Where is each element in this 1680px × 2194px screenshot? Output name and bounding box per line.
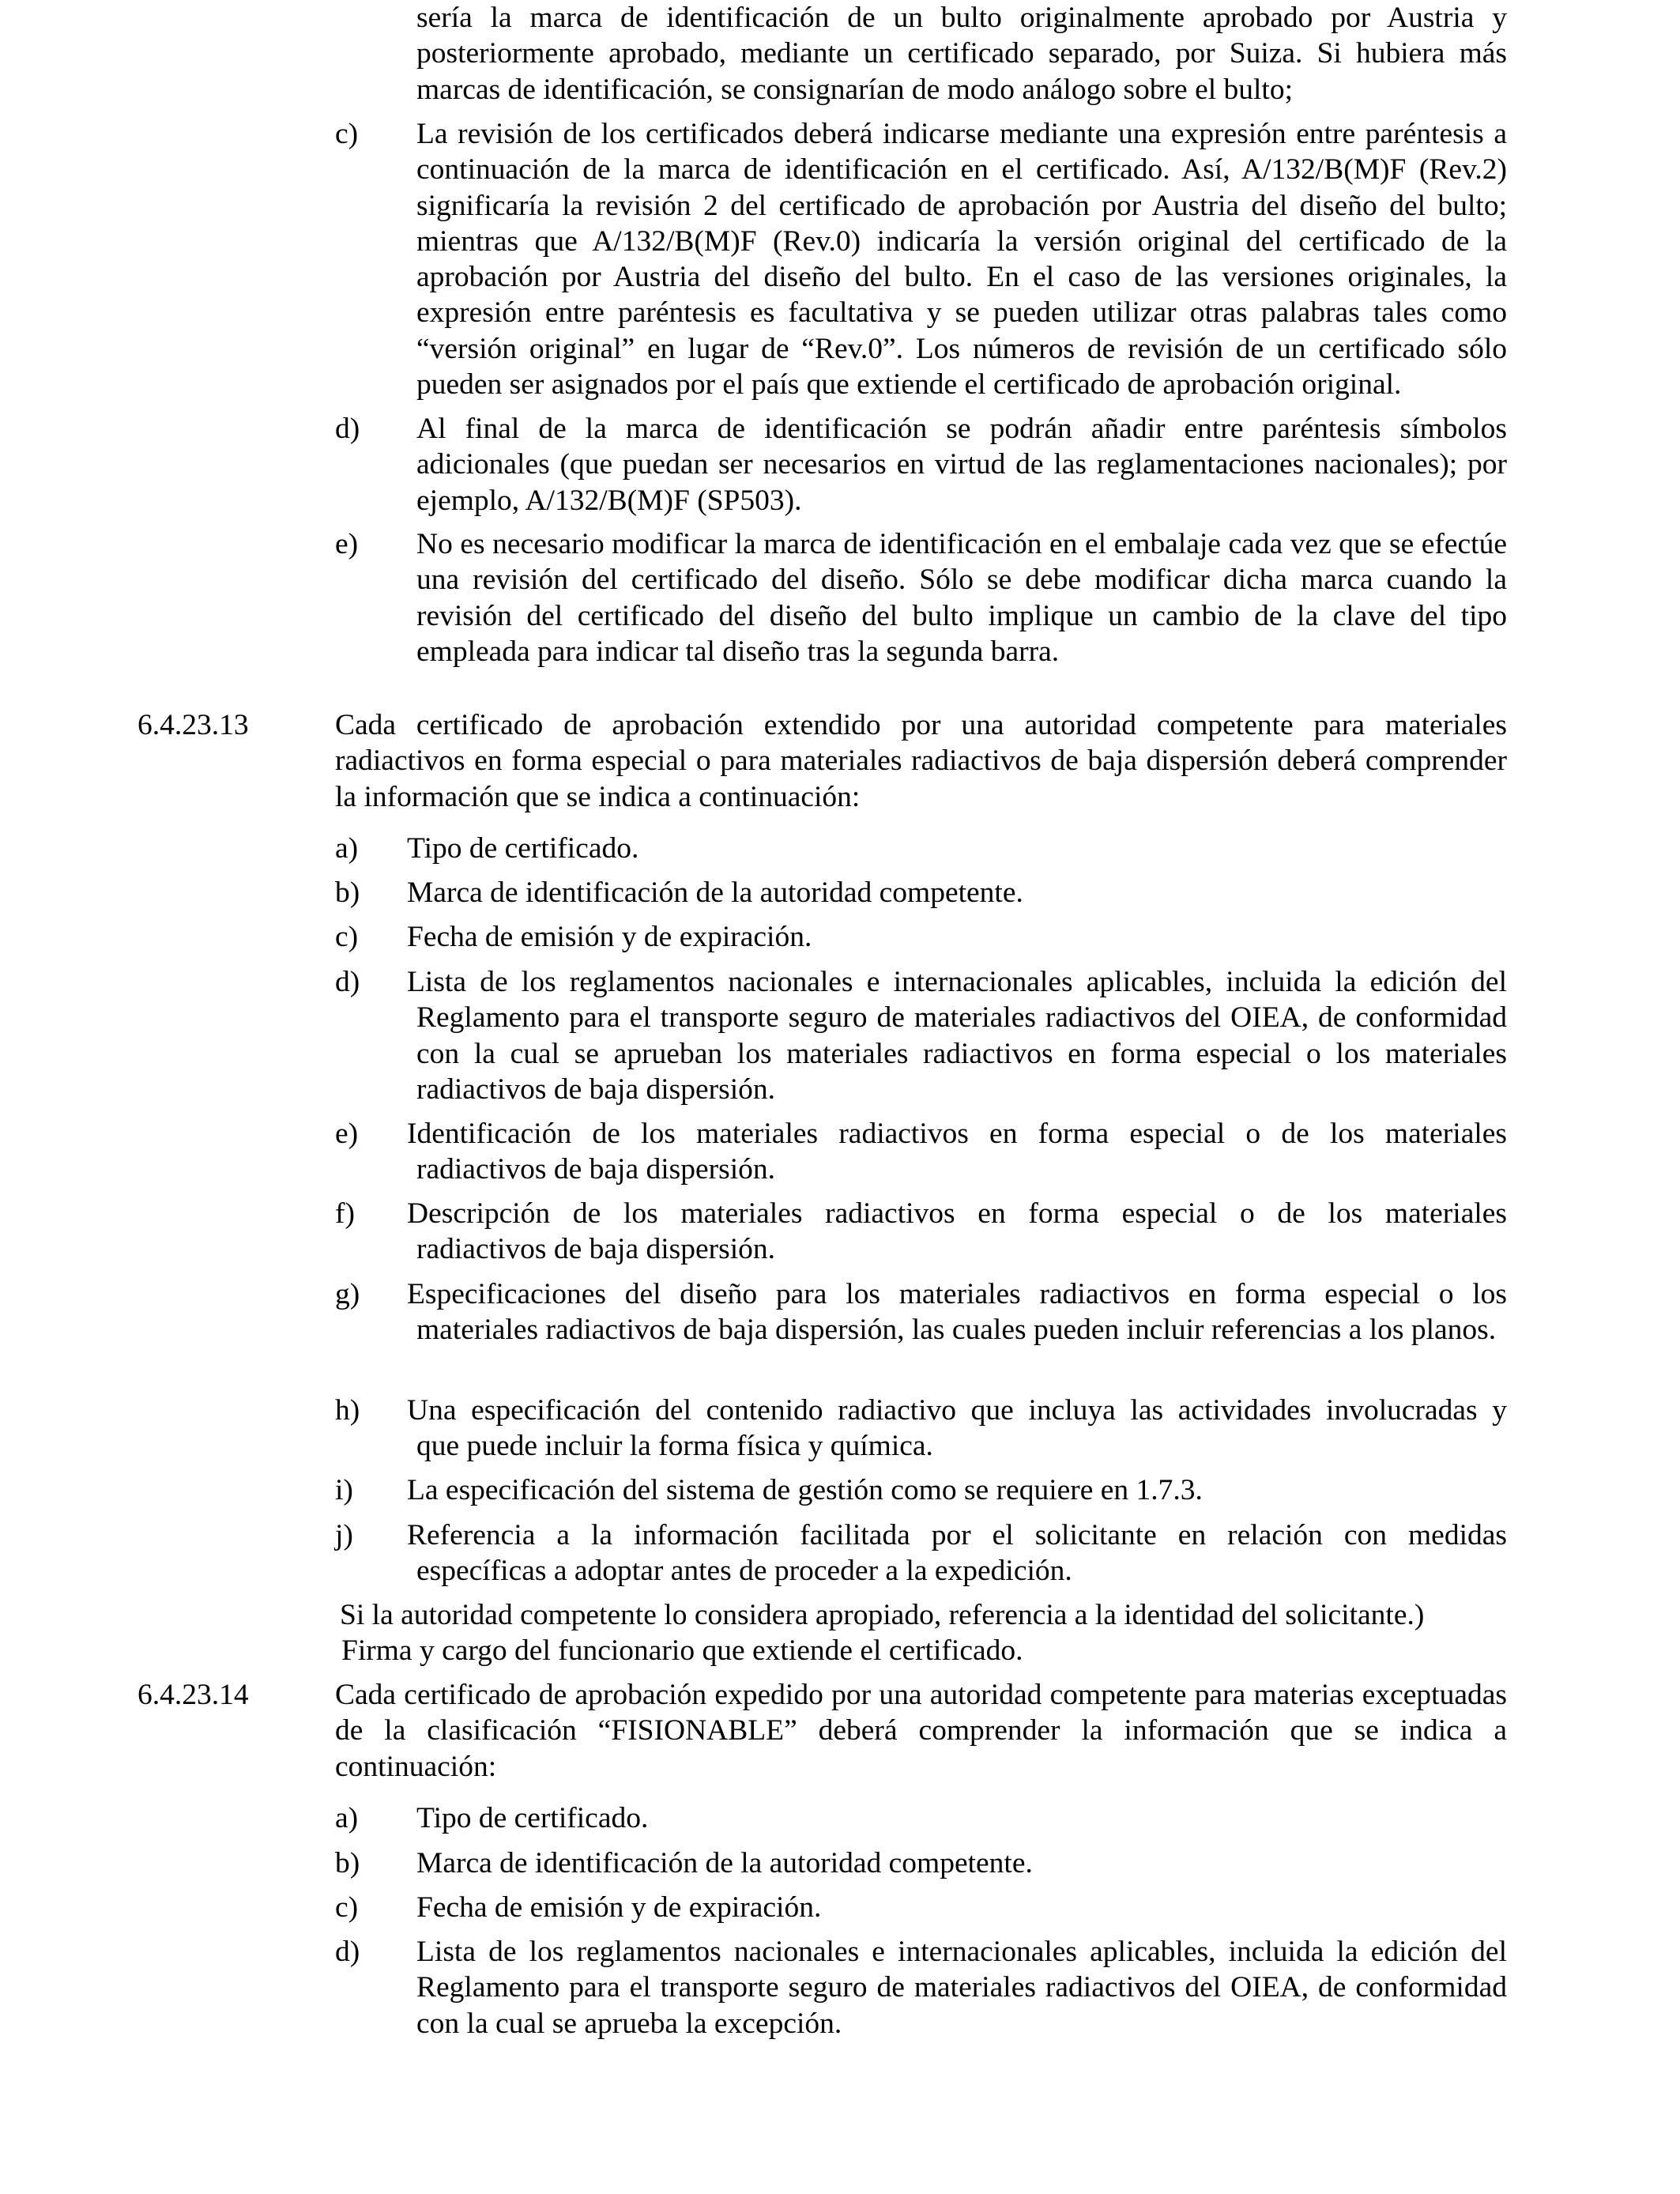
list-item-first-line: Identificación de los materiales radiactivos en forma especial o de los materiales xyxy=(407,1118,1507,1150)
list-item-text: La revisión de los certificados deberá indicarse mediante una expresión entre paréntesis a continuación de la marca de identificación en el certificado. Así, A/132/B(M)F (Rev.2) significaría la revisión 2 del certificado de aprobación por Austria del diseño del bulto; mientras que A/132/B(M)F (Rev.0) indicaría la versión original del certificado de la aprobación por Austria del diseño del bulto. En el caso de las versiones originales, la expresión entre paréntesis es facultativa y se pueden utilizar otras palabras tales como “versión original” en lugar de “Rev.0”. Los números de revisión de un certificado sólo pueden ser asignados por el país que extiende el certificado de aprobación original. xyxy=(416,118,1507,401)
list-item-first-line: Especificaciones del diseño para los materiales radiactivos en forma especial o los xyxy=(407,1278,1507,1310)
list-item-text xyxy=(407,1196,1507,1268)
list-item-label: c) xyxy=(335,118,359,150)
list-item-label: i) xyxy=(335,1474,353,1506)
list-item-text xyxy=(407,964,1507,1107)
closing-line: Si la autoridad competente lo considera apropiado, referencia a la identidad del solicitante.) xyxy=(340,1599,1425,1631)
list-item-first-line: Una especificación del contenido radiactivo que incluya las actividades involucradas y xyxy=(407,1394,1507,1427)
list-item-label: e) xyxy=(335,528,359,560)
list-item-text: No es necesario modificar la marca de identificación en el embalaje cada vez que se efectúe una revisión del certificado del diseño. Sólo se debe modificar dicha marca cuando la revisión del certificado del diseño del bulto implique un cambio de la clave del tipo empleada para indicar tal diseño tras la segunda barra. xyxy=(416,528,1507,668)
list-item-text xyxy=(407,1393,1507,1465)
list-item-label: b) xyxy=(335,876,360,909)
list-item-first-line: Referencia a la información facilitada por el solicitante en relación con medidas xyxy=(407,1519,1507,1551)
list-item-text: Tipo de certificado. xyxy=(416,1802,649,1834)
list-item-label: d) xyxy=(335,966,360,998)
list-item-label: c) xyxy=(335,1891,359,1924)
continuation-paragraph xyxy=(416,0,1507,107)
list-item-label: a) xyxy=(335,1802,359,1834)
list-item-text: Marca de identificación de la autoridad competente. xyxy=(416,1847,1033,1879)
list-item-first-line: Tipo de certificado. xyxy=(407,832,639,865)
list-item-label: g) xyxy=(335,1278,360,1310)
section-intro: Cada certificado de aprobación expedido por una autoridad competente para materias exceptuadas de la clasificación “FISIONABLE” deberá comprender la información que se indica a continuación: xyxy=(335,1679,1507,1783)
list-item-text: Lista de los reglamentos nacionales e internacionales aplicables, incluida la edición del Reglamento para el transporte seguro de materiales radiactivos del OIEA, de conformidad con la cual se aprueba la excepción. xyxy=(416,1936,1507,2040)
list-item-label: d) xyxy=(335,1936,360,1968)
continuation-line: marcas de identificación, se consignarían de modo análogo sobre el bulto; xyxy=(416,73,1294,106)
list-item-continuation: materiales radiactivos de baja dispersión, las cuales pueden incluir referencias a los planos. xyxy=(416,1314,1497,1347)
list-item-text xyxy=(407,1116,1507,1188)
list-item-first-line: Fecha de emisión y de expiración. xyxy=(407,921,812,953)
continuation-line: sería la marca de identificación de un bulto originalmente aprobado por Austria y xyxy=(416,2,1507,34)
list-item-label: f) xyxy=(335,1197,355,1230)
list-item-text xyxy=(407,831,1507,866)
continuation-line: posteriormente aprobado, mediante un certificado separado, por Suiza. Si hubiera más xyxy=(416,37,1507,70)
closing-line: Firma y cargo del funcionario que extiende el certificado. xyxy=(341,1634,1023,1668)
list-item-first-line: Marca de identificación de la autoridad competente. xyxy=(407,876,1023,909)
section-intro: Cada certificado de aprobación extendido por una autoridad competente para materiales radiactivos en forma especial o para materiales radiactivos de baja dispersión deberá comprender la información que se indica a continuación: xyxy=(335,709,1507,813)
list-item-continuation: que puede incluir la forma física y química. xyxy=(416,1430,933,1463)
list-item-first-line: La especificación del sistema de gestión como se requiere en 1.7.3. xyxy=(407,1474,1203,1506)
section-closing xyxy=(340,1597,1507,1669)
list-item-continuation: específicas a adoptar antes de proceder a la expedición. xyxy=(416,1555,1072,1588)
list-item-continuation: radiactivos de baja dispersión. xyxy=(416,1153,776,1186)
list-item-text: Fecha de emisión y de expiración. xyxy=(416,1891,822,1924)
list-item-text xyxy=(407,1472,1507,1508)
list-item-text xyxy=(407,875,1507,910)
list-item-label: c) xyxy=(335,921,359,953)
list-item-label: h) xyxy=(335,1394,360,1427)
list-item-label: d) xyxy=(335,413,360,445)
list-item-label: e) xyxy=(335,1118,359,1150)
list-item-first-line: Lista de los reglamentos nacionales e internacionales aplicables, incluida la edición del xyxy=(407,966,1507,998)
list-item-text xyxy=(407,919,1507,955)
section-number: 6.4.23.13 xyxy=(137,709,249,741)
section-number: 6.4.23.14 xyxy=(137,1679,249,1711)
list-item-label: j) xyxy=(335,1519,353,1551)
list-item-continuation: Reglamento para el transporte seguro de materiales radiactivos del OIEA, de conformidad con la cual se aprueban los materiales radiactivos en forma especial o los materiales radiactivos de baja dispersión. xyxy=(416,1001,1507,1106)
list-item-text: Al final de la marca de identificación se podrán añadir entre paréntesis símbolos adicionales (que puedan ser necesarios en virtud de las reglamentaciones nacionales); por ejemplo, A/132/B(M)F (SP503). xyxy=(416,413,1507,517)
list-item-label: a) xyxy=(335,832,359,865)
list-item-continuation: radiactivos de baja dispersión. xyxy=(416,1233,776,1266)
list-item-text xyxy=(407,1276,1507,1348)
list-item-first-line: Descripción de los materiales radiactivos en forma especial o de los materiales xyxy=(407,1197,1507,1230)
list-item-text xyxy=(407,1517,1507,1589)
list-item-label: b) xyxy=(335,1847,360,1879)
